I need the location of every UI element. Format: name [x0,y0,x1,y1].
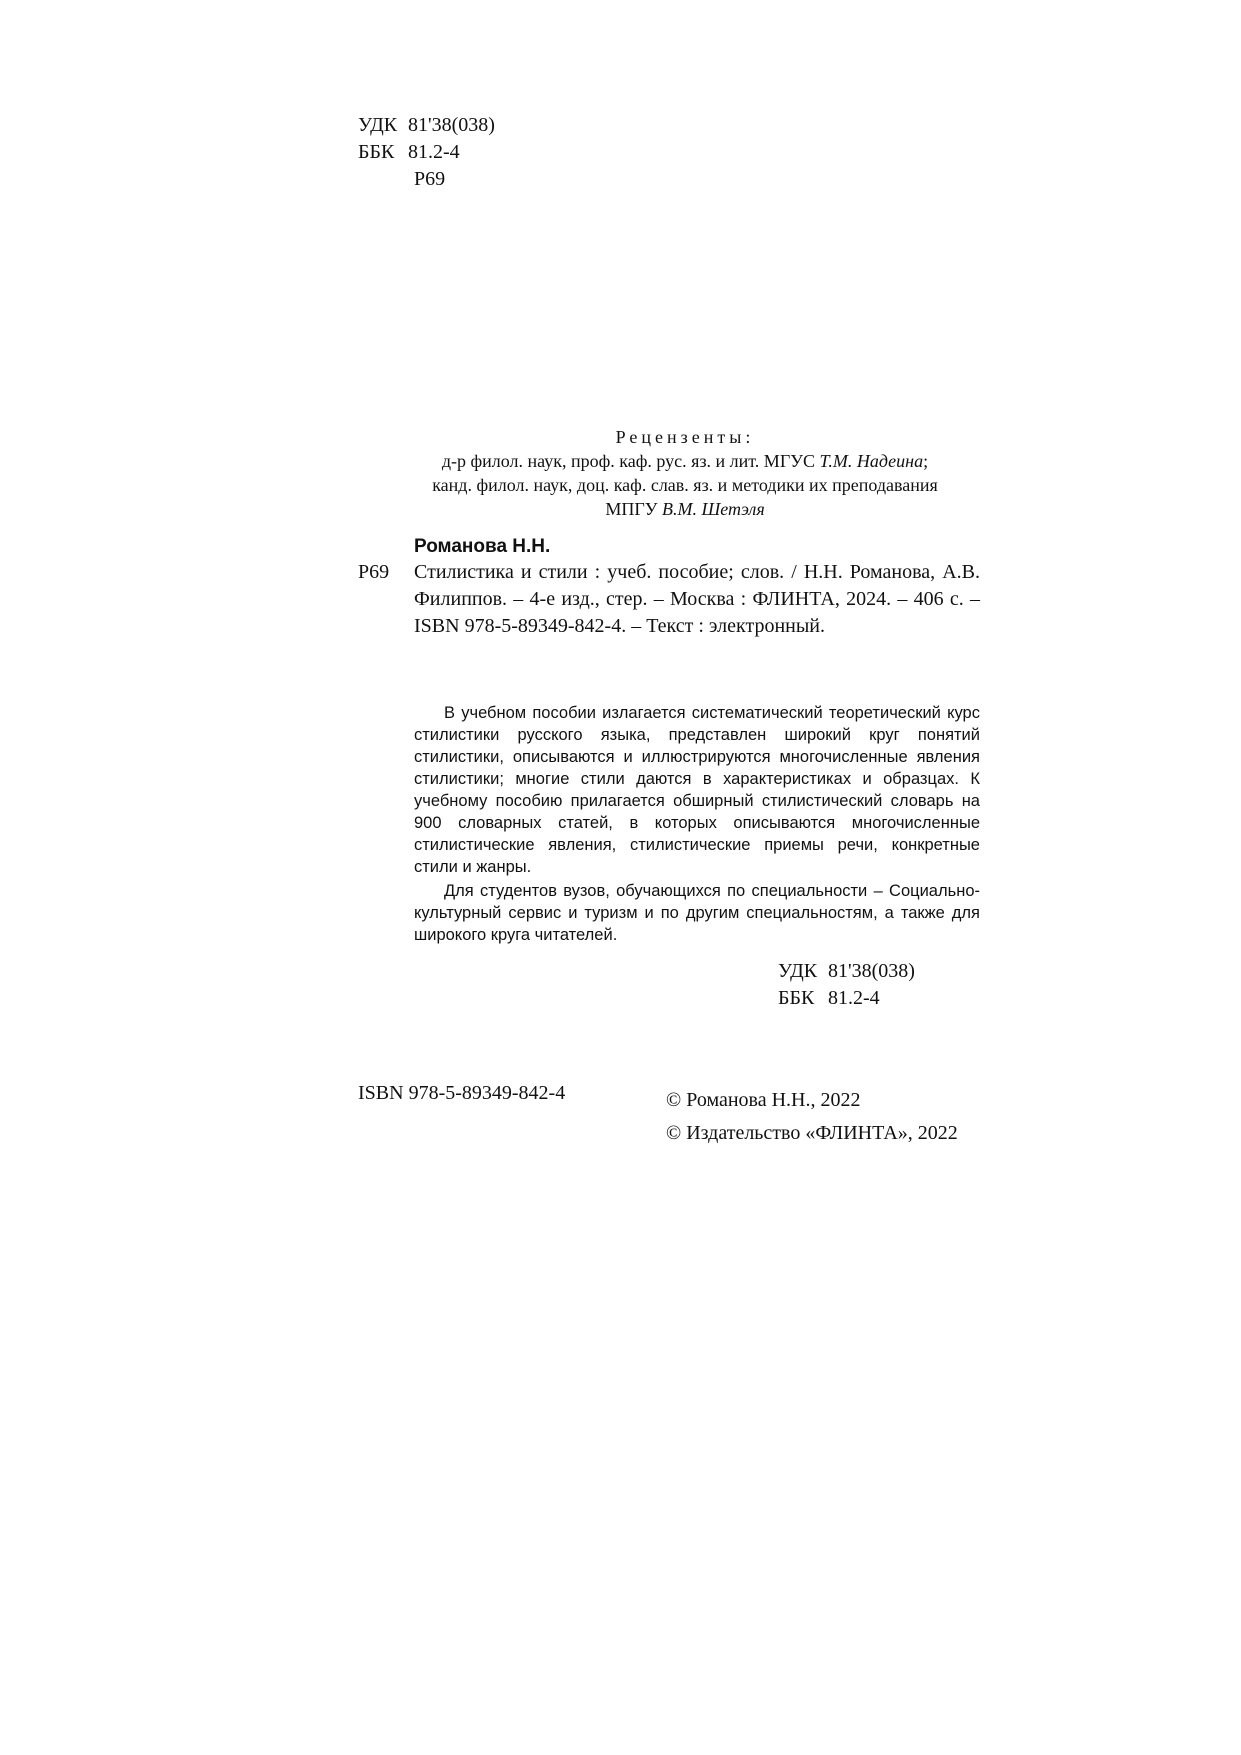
reviewer-1-affiliation: д-р филол. наук, проф. каф. рус. яз. и лит. МГУС [441,451,815,471]
bottom-bbk-label: ББК [778,987,815,1009]
bibliographic-description-text: Стилистика и стили : учеб. пособие; слов. / Н.Н. Романова, А.В. Филиппов. – 4-е изд., стер. – Москва : ФЛИНТА, 2024. – 406 с. – ISBN 978-5-89349-842-4. – Текст : электронный. [414,561,980,637]
reviewers-block [380,425,990,521]
copyright-block [666,1084,958,1150]
top-classification-block [358,112,495,193]
annotation-paragraph-2: Для студентов вузов, обучающихся по специальности – Социально-культурный сервис и туризм и по другим специальностям, а также для широкого круга читателей. [414,882,980,944]
top-bbk-row [358,139,495,166]
isbn-text: ISBN 978-5-89349-842-4 [358,1082,566,1104]
reviewer-2-affiliation: МПГУ [605,499,658,519]
bottom-bbk-value: 81.2-4 [828,987,880,1009]
top-bbk-value: 81.2-4 [408,141,460,163]
bottom-classification-block [778,958,915,1012]
author-heading: Романова Н.Н. [414,536,551,557]
top-udk-row [358,112,495,139]
copyright-publisher: © Издательство «ФЛИНТА», 2022 [666,1122,958,1144]
bibliographic-description [414,559,980,640]
top-author-code: Р69 [414,168,446,190]
reviewers-heading: Рецензенты: [615,427,755,447]
bottom-udk-value: 81'38(038) [828,960,915,982]
reviewer-line-1 [380,449,990,473]
top-udk-label: УДК [358,114,398,136]
bottom-bbk-row [778,985,915,1012]
reviewer-1-name: Т.М. Надеина [819,451,924,471]
reviewer-2-name: В.М. Шетэля [661,499,765,519]
top-bbk-label: ББК [358,141,395,163]
bottom-udk-label: УДК [778,960,818,982]
top-udk-value: 81'38(038) [408,114,495,136]
reviewer-line-2: канд. филол. наук, доц. каф. слав. яз. и методики их преподавания [432,475,938,495]
reviewer-1-end: ; [923,451,929,471]
bibliographic-code: Р69 [358,561,390,583]
copyright-author: © Романова Н.Н., 2022 [666,1089,861,1111]
annotation-paragraph-1: В учебном пособии излагается систематический теоретический курс стилистики русского языка, представлен широкий круг понятий стилистики, описываются и иллюстрируются многочисленные явления стилистики; многие стили даются в характеристиках и образцах. К учебному пособию прилагается обширный стилистический словарь на 900 словарных статей, в которых описываются многочисленные стилистические явления, стилистические приемы речи, конкретные стили и жанры. [414,704,980,876]
annotation-block [414,702,980,948]
bottom-udk-row [778,958,915,985]
reviewer-line-3 [380,497,990,521]
